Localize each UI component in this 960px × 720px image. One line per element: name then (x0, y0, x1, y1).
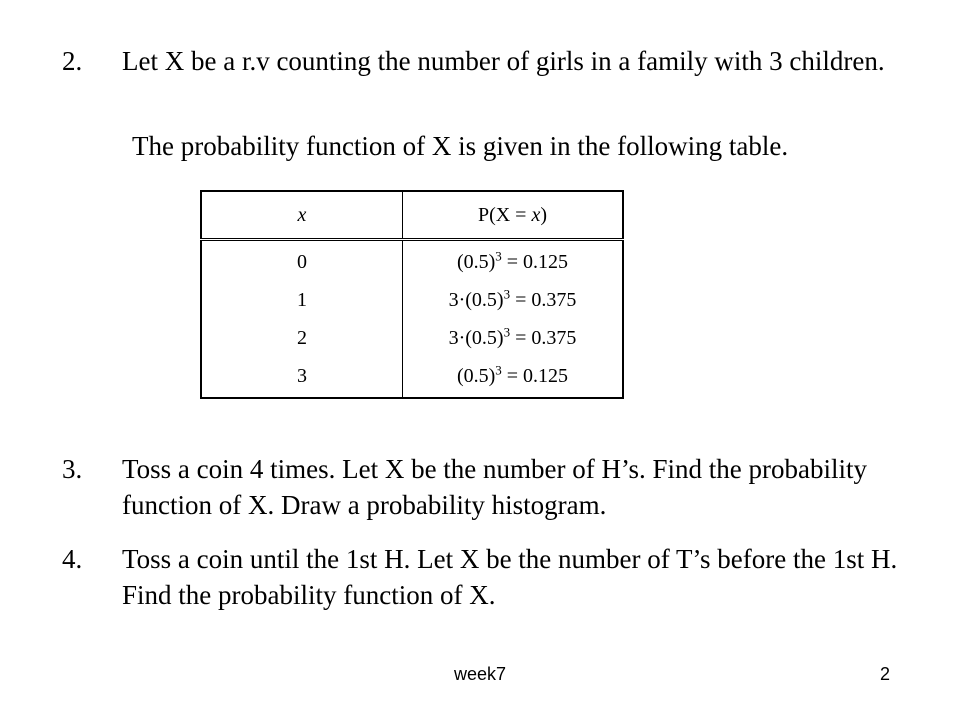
x-values-cell (201, 240, 403, 399)
column-header-probability: P(X = x) (403, 191, 624, 240)
probability-value: $(0.5)^3 = 0.125$ (456, 248, 569, 273)
table-header-row (201, 191, 623, 240)
item-text: Let X be a r.v counting the number of girls in a family with 3 children. (122, 46, 885, 76)
x-value: 2 (297, 327, 307, 349)
probability-table (200, 190, 624, 399)
probability-value: $3\cdot(0.5)^3 = 0.375$ (448, 324, 577, 349)
item-text: Toss a coin until the 1st H. Let X be the number of T’s before the 1st H. Find the probability function of X. (122, 544, 898, 610)
item-number: 4. (62, 544, 83, 574)
table-row (201, 240, 623, 399)
item-number: 2. (62, 46, 83, 76)
item-number: 3. (62, 454, 83, 484)
list-item-2 (62, 43, 932, 79)
page-number: 2 (880, 664, 891, 684)
probability-values-cell (403, 240, 624, 399)
probability-value: $3\cdot(0.5)^3 = 0.375$ (448, 286, 577, 311)
list-item-3 (62, 451, 932, 523)
footer-label: week7 (453, 664, 507, 684)
probability-value: $(0.5)^3 = 0.125$ (456, 362, 569, 387)
column-header-x: x (201, 191, 403, 240)
table-intro-text: The probability function of X is given in the following table. (132, 131, 789, 161)
item-text: Toss a coin 4 times. Let X be the number of H’s. Find the probability function of X. Draw a probability histogram. (122, 454, 867, 520)
x-value: 3 (297, 365, 307, 387)
x-value: 1 (297, 289, 307, 311)
list-item-4 (62, 541, 932, 613)
x-value: 0 (297, 251, 307, 273)
